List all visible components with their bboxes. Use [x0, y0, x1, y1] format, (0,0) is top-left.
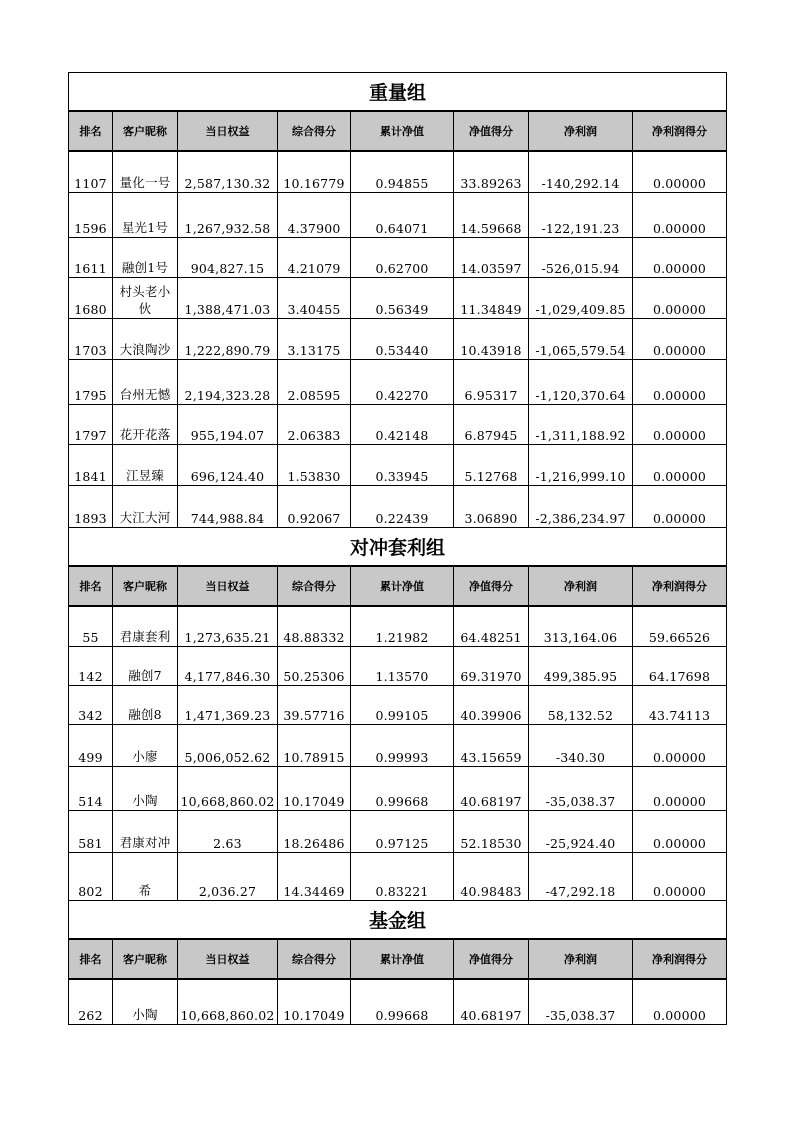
profit-cell: -1,120,370.64 [529, 360, 633, 405]
equity-cell: 10,668,860.02 [178, 979, 278, 1025]
profit-cell: -340.30 [529, 725, 633, 767]
profit-cell: 313,164.06 [529, 606, 633, 647]
nav-cell: 0.42148 [351, 405, 454, 445]
equity-cell: 696,124.40 [178, 445, 278, 486]
score-cell: 10.17049 [278, 767, 351, 811]
score-cell: 0.92067 [278, 486, 351, 528]
profit-score-cell: 0.00000 [633, 853, 727, 901]
equity-cell: 1,222,890.79 [178, 319, 278, 360]
nav-score-cell: 14.03597 [454, 238, 529, 278]
equity-cell: 10,668,860.02 [178, 767, 278, 811]
profit-cell: -47,292.18 [529, 853, 633, 901]
column-header: 净利润得分 [633, 939, 727, 979]
nav-cell: 0.99668 [351, 767, 454, 811]
rank-cell: 802 [69, 853, 113, 901]
score-cell: 48.88332 [278, 606, 351, 647]
column-header: 净利润 [529, 939, 633, 979]
profit-cell: -2,386,234.97 [529, 486, 633, 528]
nav-score-cell: 64.48251 [454, 606, 529, 647]
profit-cell: -25,924.40 [529, 811, 633, 853]
table-row [69, 405, 727, 445]
profit-score-cell: 0.00000 [633, 193, 727, 238]
table-row [69, 725, 727, 767]
column-header: 净值得分 [454, 566, 529, 606]
name-cell: 小陶 [113, 767, 178, 811]
column-header: 净利润 [529, 566, 633, 606]
rank-cell: 1596 [69, 193, 113, 238]
profit-cell: -35,038.37 [529, 767, 633, 811]
profit-cell: 499,385.95 [529, 647, 633, 686]
equity-cell: 4,177,846.30 [178, 647, 278, 686]
name-cell: 星光1号 [113, 193, 178, 238]
profit-cell: -1,311,188.92 [529, 405, 633, 445]
table-row [69, 606, 727, 647]
profit-score-cell: 59.66526 [633, 606, 727, 647]
profit-cell: -1,029,409.85 [529, 278, 633, 319]
column-header: 综合得分 [278, 566, 351, 606]
name-cell: 台州无憾 [113, 360, 178, 405]
column-header: 排名 [69, 111, 113, 151]
score-cell: 2.06383 [278, 405, 351, 445]
column-header: 当日权益 [178, 939, 278, 979]
name-cell: 大江大河 [113, 486, 178, 528]
equity-cell: 955,194.07 [178, 405, 278, 445]
profit-score-cell: 0.00000 [633, 319, 727, 360]
table-row [69, 193, 727, 238]
table-row [69, 319, 727, 360]
equity-cell: 2,587,130.32 [178, 151, 278, 193]
score-cell: 10.17049 [278, 979, 351, 1025]
nav-cell: 0.99668 [351, 979, 454, 1025]
nav-cell: 0.53440 [351, 319, 454, 360]
equity-cell: 2.63 [178, 811, 278, 853]
group-title: 对冲套利组 [69, 528, 727, 567]
nav-score-cell: 43.15659 [454, 725, 529, 767]
score-cell: 3.13175 [278, 319, 351, 360]
table-row [69, 486, 727, 528]
column-header: 当日权益 [178, 111, 278, 151]
rank-cell: 1795 [69, 360, 113, 405]
score-cell: 3.40455 [278, 278, 351, 319]
equity-cell: 2,036.27 [178, 853, 278, 901]
table-row [69, 278, 727, 319]
name-cell: 小陶 [113, 979, 178, 1025]
score-cell: 50.25306 [278, 647, 351, 686]
profit-score-cell: 0.00000 [633, 405, 727, 445]
score-cell: 10.16779 [278, 151, 351, 193]
nav-score-cell: 40.39906 [454, 686, 529, 725]
column-header-row [69, 111, 727, 151]
profit-cell: -35,038.37 [529, 979, 633, 1025]
table-row [69, 151, 727, 193]
column-header: 净利润 [529, 111, 633, 151]
nav-score-cell: 14.59668 [454, 193, 529, 238]
rank-cell: 55 [69, 606, 113, 647]
rank-cell: 499 [69, 725, 113, 767]
column-header: 净值得分 [454, 939, 529, 979]
table-row [69, 647, 727, 686]
nav-score-cell: 52.18530 [454, 811, 529, 853]
nav-score-cell: 6.95317 [454, 360, 529, 405]
nav-cell: 0.83221 [351, 853, 454, 901]
nav-score-cell: 3.06890 [454, 486, 529, 528]
profit-cell: 58,132.52 [529, 686, 633, 725]
score-cell: 10.78915 [278, 725, 351, 767]
column-header: 客户昵称 [113, 111, 178, 151]
rank-cell: 1107 [69, 151, 113, 193]
group-title-row [69, 528, 727, 567]
profit-score-cell: 0.00000 [633, 811, 727, 853]
profit-score-cell: 0.00000 [633, 445, 727, 486]
column-header: 客户昵称 [113, 939, 178, 979]
nav-score-cell: 10.43918 [454, 319, 529, 360]
profit-cell: -526,015.94 [529, 238, 633, 278]
nav-score-cell: 69.31970 [454, 647, 529, 686]
column-header: 综合得分 [278, 939, 351, 979]
score-cell: 14.34469 [278, 853, 351, 901]
group-title: 基金组 [69, 901, 727, 940]
name-cell: 小廖 [113, 725, 178, 767]
profit-score-cell: 64.17698 [633, 647, 727, 686]
nav-cell: 0.42270 [351, 360, 454, 405]
profit-score-cell: 0.00000 [633, 767, 727, 811]
rank-cell: 1841 [69, 445, 113, 486]
column-header: 净值得分 [454, 111, 529, 151]
score-cell: 18.26486 [278, 811, 351, 853]
column-header: 净利润得分 [633, 111, 727, 151]
name-cell: 君康对冲 [113, 811, 178, 853]
nav-score-cell: 5.12768 [454, 445, 529, 486]
name-cell: 融创8 [113, 686, 178, 725]
profit-score-cell: 0.00000 [633, 486, 727, 528]
name-cell: 花开花落 [113, 405, 178, 445]
equity-cell: 1,388,471.03 [178, 278, 278, 319]
rank-cell: 1611 [69, 238, 113, 278]
table-row [69, 767, 727, 811]
nav-cell: 0.22439 [351, 486, 454, 528]
name-cell: 江昱臻 [113, 445, 178, 486]
ranking-sheet [68, 72, 727, 1025]
profit-cell: -1,216,999.10 [529, 445, 633, 486]
profit-cell: -1,065,579.54 [529, 319, 633, 360]
profit-score-cell: 0.00000 [633, 278, 727, 319]
name-cell: 君康套利 [113, 606, 178, 647]
rank-cell: 262 [69, 979, 113, 1025]
name-cell: 村头老小伙 [113, 278, 178, 319]
rank-cell: 1703 [69, 319, 113, 360]
name-cell: 大浪陶沙 [113, 319, 178, 360]
equity-cell: 2,194,323.28 [178, 360, 278, 405]
profit-score-cell: 43.74113 [633, 686, 727, 725]
column-header: 综合得分 [278, 111, 351, 151]
nav-score-cell: 11.34849 [454, 278, 529, 319]
equity-cell: 744,988.84 [178, 486, 278, 528]
column-header-row [69, 939, 727, 979]
sheet-body [69, 73, 727, 1025]
table-row [69, 686, 727, 725]
rank-cell: 1680 [69, 278, 113, 319]
nav-cell: 0.99105 [351, 686, 454, 725]
group-title-row [69, 73, 727, 112]
table-row [69, 445, 727, 486]
column-header: 排名 [69, 939, 113, 979]
column-header: 排名 [69, 566, 113, 606]
equity-cell: 1,273,635.21 [178, 606, 278, 647]
name-cell: 融创7 [113, 647, 178, 686]
profit-score-cell: 0.00000 [633, 979, 727, 1025]
rank-cell: 514 [69, 767, 113, 811]
rank-cell: 342 [69, 686, 113, 725]
rank-cell: 1797 [69, 405, 113, 445]
profit-score-cell: 0.00000 [633, 360, 727, 405]
score-cell: 2.08595 [278, 360, 351, 405]
rank-cell: 142 [69, 647, 113, 686]
column-header: 当日权益 [178, 566, 278, 606]
nav-cell: 0.64071 [351, 193, 454, 238]
score-cell: 4.37900 [278, 193, 351, 238]
score-cell: 4.21079 [278, 238, 351, 278]
group-title: 重量组 [69, 73, 727, 112]
group-title-row [69, 901, 727, 940]
nav-score-cell: 6.87945 [454, 405, 529, 445]
profit-score-cell: 0.00000 [633, 238, 727, 278]
column-header: 净利润得分 [633, 566, 727, 606]
table-row [69, 238, 727, 278]
name-cell: 融创1号 [113, 238, 178, 278]
equity-cell: 1,267,932.58 [178, 193, 278, 238]
column-header: 客户昵称 [113, 566, 178, 606]
nav-score-cell: 40.68197 [454, 979, 529, 1025]
table-row [69, 360, 727, 405]
column-header: 累计净值 [351, 566, 454, 606]
rank-cell: 1893 [69, 486, 113, 528]
column-header: 累计净值 [351, 939, 454, 979]
nav-cell: 0.97125 [351, 811, 454, 853]
profit-score-cell: 0.00000 [633, 151, 727, 193]
table-row [69, 853, 727, 901]
equity-cell: 904,827.15 [178, 238, 278, 278]
profit-cell: -140,292.14 [529, 151, 633, 193]
profit-cell: -122,191.23 [529, 193, 633, 238]
rank-cell: 581 [69, 811, 113, 853]
nav-score-cell: 40.68197 [454, 767, 529, 811]
nav-cell: 0.56349 [351, 278, 454, 319]
nav-cell: 0.62700 [351, 238, 454, 278]
name-cell: 量化一号 [113, 151, 178, 193]
column-header-row [69, 566, 727, 606]
nav-cell: 1.21982 [351, 606, 454, 647]
table-row [69, 811, 727, 853]
profit-score-cell: 0.00000 [633, 725, 727, 767]
nav-score-cell: 40.98483 [454, 853, 529, 901]
nav-cell: 0.94855 [351, 151, 454, 193]
nav-cell: 1.13570 [351, 647, 454, 686]
name-cell: 希 [113, 853, 178, 901]
column-header: 累计净值 [351, 111, 454, 151]
nav-cell: 0.33945 [351, 445, 454, 486]
score-cell: 1.53830 [278, 445, 351, 486]
equity-cell: 5,006,052.62 [178, 725, 278, 767]
table-row [69, 979, 727, 1025]
score-cell: 39.57716 [278, 686, 351, 725]
equity-cell: 1,471,369.23 [178, 686, 278, 725]
nav-score-cell: 33.89263 [454, 151, 529, 193]
nav-cell: 0.99993 [351, 725, 454, 767]
